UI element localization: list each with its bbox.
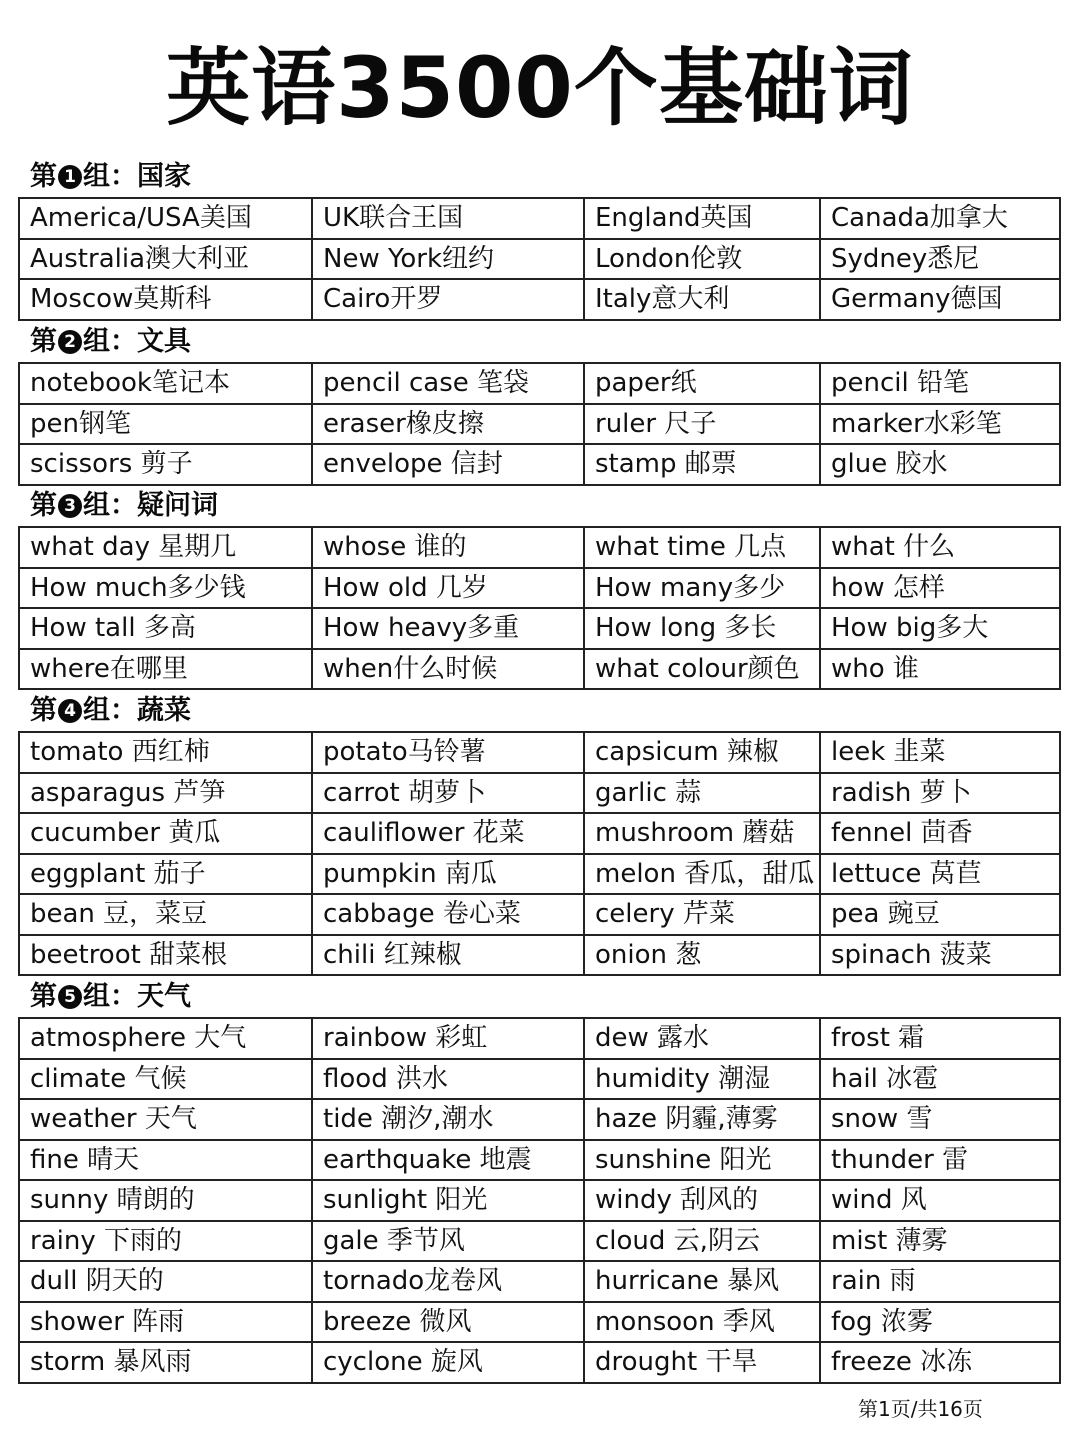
vocab-cell: thunder 雷 bbox=[820, 1140, 1060, 1181]
vocab-cell: Moscow莫斯科 bbox=[19, 279, 312, 320]
vocab-cell: fine 晴天 bbox=[19, 1140, 312, 1181]
vocab-cell: rain 雨 bbox=[820, 1261, 1060, 1302]
vocab-cell: drought 干旱 bbox=[584, 1342, 820, 1383]
vocab-cell: how 怎样 bbox=[820, 568, 1060, 609]
table-row bbox=[19, 813, 1060, 854]
section-question-words bbox=[18, 486, 1059, 690]
page-title: 英语3500个基础词 bbox=[166, 39, 914, 137]
group-name: 疑问词 bbox=[137, 490, 218, 521]
vocab-cell: hurricane 暴风 bbox=[584, 1261, 820, 1302]
vocab-cell: whose 谁的 bbox=[312, 527, 584, 568]
table-row bbox=[19, 363, 1060, 404]
vocab-cell: ruler 尺子 bbox=[584, 404, 820, 445]
vocab-cell: How old 几岁 bbox=[312, 568, 584, 609]
vocab-cell: frost 霜 bbox=[820, 1018, 1060, 1059]
group-prefix: 第 bbox=[30, 326, 57, 357]
vocab-cell: paper纸 bbox=[584, 363, 820, 404]
vocab-cell: what colour颜色 bbox=[584, 649, 820, 690]
vocab-cell: breeze 微风 bbox=[312, 1302, 584, 1343]
vocab-cell: New York纽约 bbox=[312, 239, 584, 280]
table-row bbox=[19, 935, 1060, 976]
vocab-cell: mist 薄雾 bbox=[820, 1221, 1060, 1262]
vocab-cell: lettuce 莴苣 bbox=[820, 854, 1060, 895]
group-number-badge: 1 bbox=[58, 165, 82, 189]
table-row bbox=[19, 1140, 1060, 1181]
vocab-cell: tide 潮汐,潮水 bbox=[312, 1099, 584, 1140]
vocab-cell: How much多少钱 bbox=[19, 568, 312, 609]
vocab-cell: radish 萝卜 bbox=[820, 773, 1060, 814]
vocab-table bbox=[18, 197, 1061, 321]
group-number-badge: 2 bbox=[58, 330, 82, 354]
vocab-cell: humidity 潮湿 bbox=[584, 1059, 820, 1100]
group-name: 国家 bbox=[137, 161, 191, 192]
vocab-cell: How many多少 bbox=[584, 568, 820, 609]
table-row bbox=[19, 1342, 1060, 1383]
vocab-cell: Canada加拿大 bbox=[820, 198, 1060, 239]
vocab-cell: bean 豆，菜豆 bbox=[19, 894, 312, 935]
group-name: 蔬菜 bbox=[137, 695, 191, 726]
vocab-cell: chili 红辣椒 bbox=[312, 935, 584, 976]
section-weather bbox=[18, 977, 1059, 1384]
group-heading bbox=[18, 977, 1059, 1017]
group-name: 文具 bbox=[137, 326, 191, 357]
vocab-cell: cloud 云,阴云 bbox=[584, 1221, 820, 1262]
table-row bbox=[19, 894, 1060, 935]
table-row bbox=[19, 732, 1060, 773]
vocab-cell: tomato 西红柿 bbox=[19, 732, 312, 773]
vocab-cell: tornado龙卷风 bbox=[312, 1261, 584, 1302]
vocab-cell: pencil 铅笔 bbox=[820, 363, 1060, 404]
vocab-cell: capsicum 辣椒 bbox=[584, 732, 820, 773]
table-row bbox=[19, 404, 1060, 445]
section-vegetables bbox=[18, 691, 1059, 976]
page-number: 第1页/共16页 bbox=[858, 1397, 983, 1421]
group-prefix: 第 bbox=[30, 695, 57, 726]
group-heading bbox=[18, 691, 1059, 731]
vocab-cell: beetroot 甜菜根 bbox=[19, 935, 312, 976]
table-row bbox=[19, 1261, 1060, 1302]
group-prefix: 第 bbox=[30, 981, 57, 1012]
vocab-cell: scissors 剪子 bbox=[19, 444, 312, 485]
vocab-cell: dull 阴天的 bbox=[19, 1261, 312, 1302]
vocab-cell: shower 阵雨 bbox=[19, 1302, 312, 1343]
group-heading bbox=[18, 486, 1059, 526]
vocab-cell: cucumber 黄瓜 bbox=[19, 813, 312, 854]
vocab-cell: what 什么 bbox=[820, 527, 1060, 568]
vocab-cell: Sydney悉尼 bbox=[820, 239, 1060, 280]
group-heading bbox=[18, 157, 1059, 197]
vocab-cell: gale 季节风 bbox=[312, 1221, 584, 1262]
vocab-cell: mushroom 蘑菇 bbox=[584, 813, 820, 854]
vocab-cell: storm 暴风雨 bbox=[19, 1342, 312, 1383]
vocab-cell: freeze 冰冻 bbox=[820, 1342, 1060, 1383]
table-row bbox=[19, 279, 1060, 320]
vocab-cell: pumpkin 南瓜 bbox=[312, 854, 584, 895]
vocab-cell: How long 多长 bbox=[584, 608, 820, 649]
vocab-cell: cyclone 旋风 bbox=[312, 1342, 584, 1383]
table-row bbox=[19, 854, 1060, 895]
vocab-cell: earthquake 地震 bbox=[312, 1140, 584, 1181]
table-row bbox=[19, 1302, 1060, 1343]
vocab-cell: melon 香瓜，甜瓜 bbox=[584, 854, 820, 895]
vocab-cell: weather 天气 bbox=[19, 1099, 312, 1140]
vocab-cell: hail 冰雹 bbox=[820, 1059, 1060, 1100]
vocab-cell: climate 气候 bbox=[19, 1059, 312, 1100]
vocab-table bbox=[18, 1017, 1061, 1384]
vocab-cell: London伦敦 bbox=[584, 239, 820, 280]
vocab-cell: How heavy多重 bbox=[312, 608, 584, 649]
vocab-cell: flood 洪水 bbox=[312, 1059, 584, 1100]
vocab-cell: Australia澳大利亚 bbox=[19, 239, 312, 280]
vocab-table bbox=[18, 731, 1061, 976]
vocab-cell: where在哪里 bbox=[19, 649, 312, 690]
vocab-cell: eggplant 茄子 bbox=[19, 854, 312, 895]
table-row bbox=[19, 1018, 1060, 1059]
vocab-cell: eraser橡皮擦 bbox=[312, 404, 584, 445]
group-prefix: 第 bbox=[30, 161, 57, 192]
vocab-cell: sunny 晴朗的 bbox=[19, 1180, 312, 1221]
vocab-cell: pea 豌豆 bbox=[820, 894, 1060, 935]
vocab-cell: snow 雪 bbox=[820, 1099, 1060, 1140]
table-row bbox=[19, 1099, 1060, 1140]
vocab-cell: monsoon 季风 bbox=[584, 1302, 820, 1343]
group-number-badge: 5 bbox=[58, 985, 82, 1009]
table-row bbox=[19, 773, 1060, 814]
vocab-cell: potato马铃薯 bbox=[312, 732, 584, 773]
vocab-cell: UK联合王国 bbox=[312, 198, 584, 239]
vocab-cell: notebook笔记本 bbox=[19, 363, 312, 404]
group-name: 天气 bbox=[137, 981, 191, 1012]
vocab-cell: fog 浓雾 bbox=[820, 1302, 1060, 1343]
vocab-cell: Germany德国 bbox=[820, 279, 1060, 320]
group-suffix: 组： bbox=[83, 326, 137, 357]
vocab-cell: spinach 菠菜 bbox=[820, 935, 1060, 976]
vocab-cell: asparagus 芦笋 bbox=[19, 773, 312, 814]
vocab-cell: windy 刮风的 bbox=[584, 1180, 820, 1221]
table-row bbox=[19, 649, 1060, 690]
vocab-cell: onion 葱 bbox=[584, 935, 820, 976]
table-row bbox=[19, 1180, 1060, 1221]
table-row bbox=[19, 198, 1060, 239]
vocab-cell: stamp 邮票 bbox=[584, 444, 820, 485]
vocab-cell: what time 几点 bbox=[584, 527, 820, 568]
vocab-cell: How tall 多高 bbox=[19, 608, 312, 649]
vocab-cell: dew 露水 bbox=[584, 1018, 820, 1059]
vocab-cell: pencil case 笔袋 bbox=[312, 363, 584, 404]
vocab-cell: cauliflower 花菜 bbox=[312, 813, 584, 854]
vocab-cell: celery 芹菜 bbox=[584, 894, 820, 935]
table-row bbox=[19, 1059, 1060, 1100]
vocab-cell: Cairo开罗 bbox=[312, 279, 584, 320]
vocab-cell: when什么时候 bbox=[312, 649, 584, 690]
vocab-cell: leek 韭菜 bbox=[820, 732, 1060, 773]
group-number-badge: 4 bbox=[58, 699, 82, 723]
vocab-cell: pen钢笔 bbox=[19, 404, 312, 445]
vocab-cell: fennel 茴香 bbox=[820, 813, 1060, 854]
table-row bbox=[19, 239, 1060, 280]
group-heading bbox=[18, 322, 1059, 362]
group-suffix: 组： bbox=[83, 981, 137, 1012]
group-suffix: 组： bbox=[83, 490, 137, 521]
vocab-table bbox=[18, 362, 1061, 486]
vocab-cell: England英国 bbox=[584, 198, 820, 239]
table-row bbox=[19, 608, 1060, 649]
vocab-cell: marker水彩笔 bbox=[820, 404, 1060, 445]
section-stationery bbox=[18, 322, 1059, 486]
vocab-cell: glue 胶水 bbox=[820, 444, 1060, 485]
section-countries bbox=[18, 157, 1059, 321]
vocab-table bbox=[18, 526, 1061, 690]
vocab-cell: How big多大 bbox=[820, 608, 1060, 649]
vocab-cell: haze 阴霾,薄雾 bbox=[584, 1099, 820, 1140]
group-number-badge: 3 bbox=[58, 494, 82, 518]
vocab-cell: carrot 胡萝卜 bbox=[312, 773, 584, 814]
vocab-cell: rainbow 彩虹 bbox=[312, 1018, 584, 1059]
vocab-cell: rainy 下雨的 bbox=[19, 1221, 312, 1262]
group-suffix: 组： bbox=[83, 161, 137, 192]
vocab-cell: sunshine 阳光 bbox=[584, 1140, 820, 1181]
table-row bbox=[19, 444, 1060, 485]
vocab-cell: America/USA美国 bbox=[19, 198, 312, 239]
vocab-cell: cabbage 卷心菜 bbox=[312, 894, 584, 935]
vocab-cell: who 谁 bbox=[820, 649, 1060, 690]
vocab-cell: what day 星期几 bbox=[19, 527, 312, 568]
table-row bbox=[19, 568, 1060, 609]
table-row bbox=[19, 527, 1060, 568]
vocab-cell: Italy意大利 bbox=[584, 279, 820, 320]
vocab-cell: wind 风 bbox=[820, 1180, 1060, 1221]
vocab-cell: atmosphere 大气 bbox=[19, 1018, 312, 1059]
vocab-cell: sunlight 阳光 bbox=[312, 1180, 584, 1221]
vocab-cell: garlic 蒜 bbox=[584, 773, 820, 814]
table-row bbox=[19, 1221, 1060, 1262]
group-prefix: 第 bbox=[30, 490, 57, 521]
group-suffix: 组： bbox=[83, 695, 137, 726]
vocab-cell: envelope 信封 bbox=[312, 444, 584, 485]
